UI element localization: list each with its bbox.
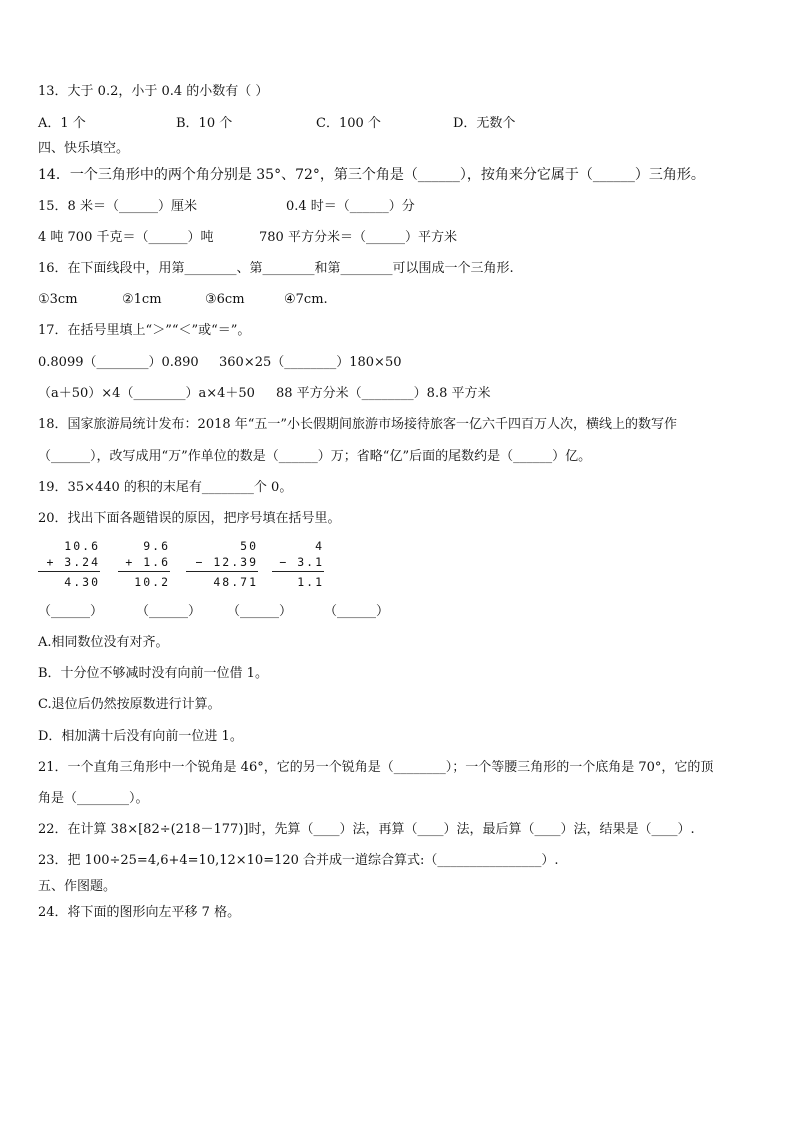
q20-problem-3 <box>186 538 258 590</box>
q20-problem-4-result: 1.1 <box>297 575 324 589</box>
q16-item-1: ①3cm <box>38 292 78 307</box>
q19-text: 19．35×440 的积的末尾有________个 0。 <box>38 480 293 495</box>
q24-text: 24．将下面的图形向左平移 7 格。 <box>38 905 241 920</box>
q20-problem-2-rule <box>118 571 170 572</box>
q20-problem-4-operand: − 3.1 <box>279 555 324 569</box>
q20-problem-1 <box>38 538 100 590</box>
q13-option-b: B．10 个 <box>176 116 233 131</box>
q20-problem-1-result: 4.30 <box>64 575 100 589</box>
q17-stem: 17．在括号里填上“＞”“＜”或“＝”。 <box>38 323 251 338</box>
q20-blank-4[interactable]: （______） <box>324 604 390 619</box>
q20-problem-2-result: 10.2 <box>134 575 170 589</box>
q15-a: 15．8 米＝（______）厘米 <box>38 199 197 214</box>
q13-option-a: A．1 个 <box>38 116 86 131</box>
q20-reason-c: C.退位后仍然按原数进行计算。 <box>38 697 221 712</box>
q13-stem: 13．大于 0.2，小于 0.4 的小数有（ ） <box>38 84 269 99</box>
q21-line-1: 21．一个直角三角形中一个锐角是 46°，它的另一个锐角是（________）；一个等腰三角形的一个底角是 70°，它的顶 <box>38 760 714 775</box>
q20-problem-4-rule <box>272 571 324 572</box>
q20-problem-3-operand: − 12.39 <box>195 555 258 569</box>
q22-text: 22．在计算 38×[82÷(218－177)]时，先算（____）法，再算（____）法，最后算（____）法，结果是（____）. <box>38 822 695 837</box>
q20-problem-1-top: 10.6 <box>64 539 100 553</box>
q21-line-2: 角是（________）。 <box>38 791 149 806</box>
q16-item-2: ②1cm <box>122 292 162 307</box>
q16-stem: 16．在下面线段中，用第________、第________和第________可以围成一个三角形. <box>38 261 514 276</box>
q20-blank-2[interactable]: （______） <box>136 604 202 619</box>
q15-d: 780 平方分米＝（______）平方米 <box>259 230 457 245</box>
q20-problem-3-rule <box>186 571 258 572</box>
q16-item-4: ④7cm. <box>284 292 328 307</box>
q18-line-1: 18．国家旅游局统计发布：2018 年“五一”小长假期间旅游市场接待旅客一亿六千四百万人次，横线上的数写作 <box>38 417 678 432</box>
q15-b: 0.4 时＝（______）分 <box>286 199 415 214</box>
q20-reason-d: D．相加满十后没有向前一位进 1。 <box>38 729 243 744</box>
q20-problem-2 <box>118 538 170 590</box>
q20-blank-1[interactable]: （______） <box>38 604 104 619</box>
q20-problem-4-top: 4 <box>315 539 324 553</box>
q20-problem-4 <box>272 538 324 590</box>
q20-problem-2-operand: + 1.6 <box>125 555 170 569</box>
q20-reason-b: B．十分位不够减时没有向前一位借 1。 <box>38 666 268 681</box>
q17-b: 360×25（________）180×50 <box>219 355 402 370</box>
q20-problem-2-top: 9.6 <box>143 539 170 553</box>
section-four-heading: 四、快乐填空。 <box>38 141 130 156</box>
q20-problem-3-top: 50 <box>240 539 258 553</box>
q15-c: 4 吨 700 千克＝（______）吨 <box>38 230 214 245</box>
q20-problem-1-operand: + 3.24 <box>46 555 100 569</box>
q17-d: 88 平方分米（________）8.8 平方米 <box>276 386 491 401</box>
q13-option-c: C．100 个 <box>316 116 381 131</box>
q20-stem: 20．找出下面各题错误的原因，把序号填在括号里。 <box>38 511 341 526</box>
q18-line-2: （______），改写成用“万”作单位的数是（______）万；省略“亿”后面的尾数约是（______）亿。 <box>38 449 592 464</box>
q20-blank-3[interactable]: （______） <box>227 604 293 619</box>
q14-text: 14．一个三角形中的两个角分别是 35°、72°，第三个角是（______），按角来分它属于（______）三角形。 <box>38 167 705 183</box>
q20-reason-a: A.相同数位没有对齐。 <box>38 635 169 650</box>
q20-problem-3-result: 48.71 <box>213 575 258 589</box>
q17-a: 0.8099（________）0.890 <box>38 355 199 370</box>
section-five-heading: 五、作图题。 <box>38 879 117 894</box>
q23-text: 23．把 100÷25=4,6+4=10,12×10=120 合并成一道综合算式:（________________）. <box>38 853 559 868</box>
q13-option-d: D．无数个 <box>453 116 516 131</box>
q16-item-3: ③6cm <box>205 292 245 307</box>
q17-c: （a＋50）×4（________）a×4＋50 <box>38 386 255 401</box>
q20-problem-1-rule <box>38 571 100 572</box>
